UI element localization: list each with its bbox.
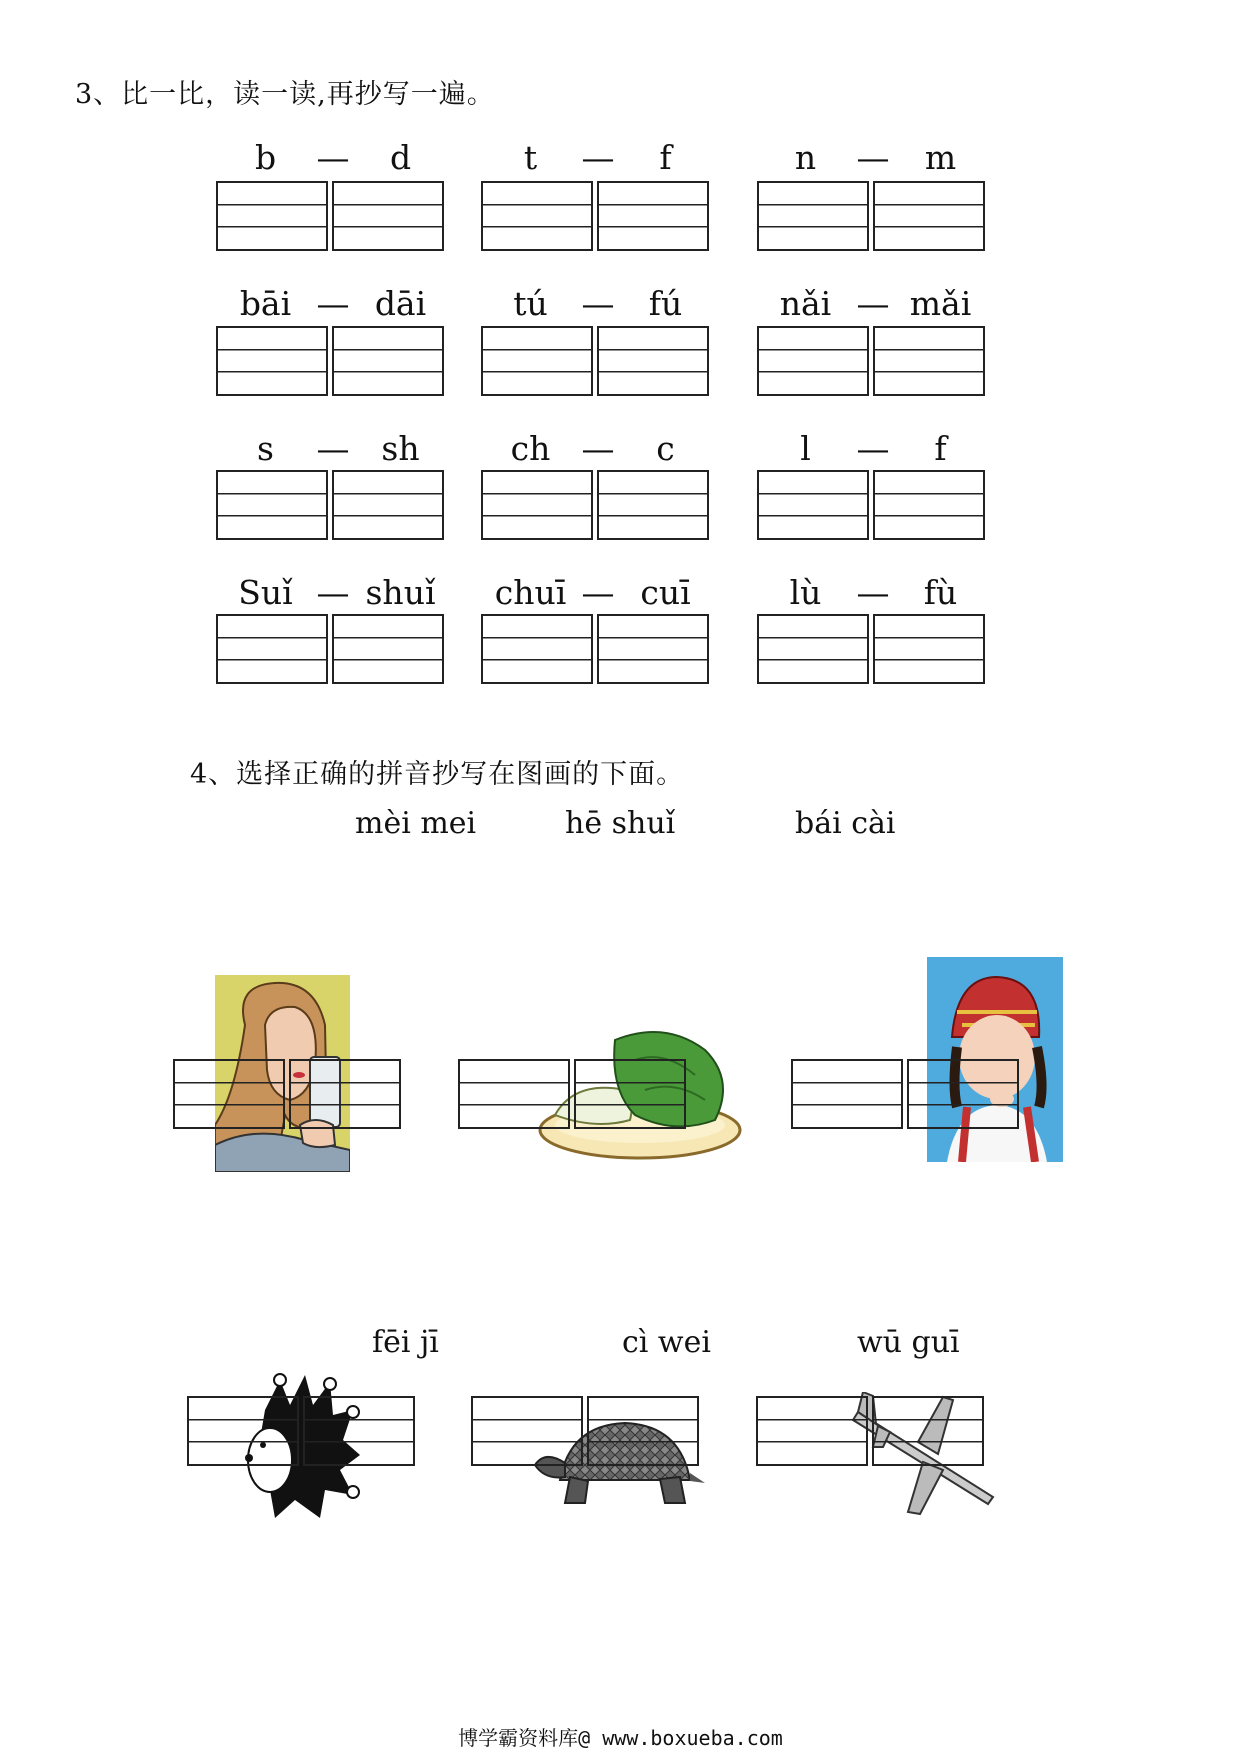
writing-grid[interactable] <box>757 181 985 251</box>
writing-cell[interactable] <box>757 614 869 684</box>
pair-right: f <box>934 429 947 468</box>
pair-dash: — <box>316 284 350 323</box>
writing-cell[interactable] <box>216 181 328 251</box>
pair-dash: — <box>581 284 615 323</box>
section-3-title: 3、比一比，读一读,再抄写一遍。 <box>75 79 495 110</box>
writing-cell[interactable] <box>216 470 328 540</box>
pair-right: mǎi <box>909 284 972 323</box>
writing-grid[interactable] <box>471 1396 699 1466</box>
pair-left: nǎi <box>779 284 832 323</box>
writing-cell[interactable] <box>587 1396 699 1466</box>
pair-dash: — <box>856 429 890 468</box>
pair-right: shuǐ <box>365 573 436 612</box>
writing-cell[interactable] <box>873 181 985 251</box>
pair-dash: — <box>316 573 350 612</box>
writing-cell[interactable] <box>332 181 444 251</box>
pair-dash: — <box>581 429 615 468</box>
pair-left: tú <box>513 284 548 323</box>
writing-cell[interactable] <box>332 326 444 396</box>
pair-left: Suǐ <box>238 573 293 612</box>
writing-cell[interactable] <box>187 1396 299 1466</box>
writing-cell[interactable] <box>303 1396 415 1466</box>
pair-chui-cui <box>483 573 713 617</box>
option-baicai: bái cài <box>795 806 896 841</box>
writing-grid[interactable] <box>216 614 444 684</box>
writing-cell[interactable] <box>481 614 593 684</box>
writing-grid[interactable] <box>481 326 709 396</box>
pair-t-f <box>483 138 713 182</box>
pair-s-sh <box>218 429 448 473</box>
writing-cell[interactable] <box>471 1396 583 1466</box>
writing-grid[interactable] <box>458 1059 686 1129</box>
pair-dash: — <box>856 284 890 323</box>
pair-left: l <box>800 429 811 468</box>
pair-right: fù <box>923 573 958 612</box>
pair-right: d <box>389 138 412 177</box>
writing-grid[interactable] <box>756 1396 984 1466</box>
pair-dash: — <box>581 573 615 612</box>
writing-grid[interactable] <box>173 1059 401 1129</box>
writing-cell[interactable] <box>216 614 328 684</box>
writing-grid[interactable] <box>216 181 444 251</box>
pair-left: lù <box>789 573 822 612</box>
option-heshui: hē shuǐ <box>565 806 676 841</box>
writing-grid[interactable] <box>757 614 985 684</box>
pair-dash: — <box>316 429 350 468</box>
writing-cell[interactable] <box>332 470 444 540</box>
writing-cell[interactable] <box>597 326 709 396</box>
pair-left: s <box>257 429 274 468</box>
writing-grid[interactable] <box>481 470 709 540</box>
pair-l-f <box>758 429 988 473</box>
pair-n-m <box>758 138 988 182</box>
writing-grid[interactable] <box>757 326 985 396</box>
writing-cell[interactable] <box>173 1059 285 1129</box>
writing-cell[interactable] <box>757 470 869 540</box>
writing-cell[interactable] <box>872 1396 984 1466</box>
pair-b-d <box>218 138 448 182</box>
writing-cell[interactable] <box>873 614 985 684</box>
writing-cell[interactable] <box>332 614 444 684</box>
writing-grid[interactable] <box>216 470 444 540</box>
writing-cell[interactable] <box>458 1059 570 1129</box>
pair-left: b <box>254 138 277 177</box>
writing-cell[interactable] <box>481 326 593 396</box>
pair-right: c <box>656 429 675 468</box>
pair-right: fú <box>648 284 683 323</box>
option-wugui: wū guī <box>857 1325 960 1360</box>
option-meimei: mèi mei <box>355 806 477 841</box>
pair-right: m <box>924 138 957 177</box>
pair-nai-mai <box>758 284 988 328</box>
writing-cell[interactable] <box>873 326 985 396</box>
writing-cell[interactable] <box>757 181 869 251</box>
pair-lu-fu <box>758 573 988 617</box>
option-ciwei: cì wei <box>622 1325 711 1360</box>
footer-watermark: 博学霸资料库@ www.boxueba.com <box>458 1726 783 1750</box>
writing-cell[interactable] <box>216 326 328 396</box>
writing-cell[interactable] <box>597 470 709 540</box>
pair-dash: — <box>856 138 890 177</box>
pair-left: n <box>794 138 817 177</box>
pair-ch-c <box>483 429 713 473</box>
writing-cell[interactable] <box>597 614 709 684</box>
pair-dash: — <box>581 138 615 177</box>
option-feiji: fēi jī <box>372 1325 439 1360</box>
writing-cell[interactable] <box>791 1059 903 1129</box>
writing-grid[interactable] <box>216 326 444 396</box>
pair-right: f <box>659 138 672 177</box>
pair-left: t <box>523 138 538 177</box>
writing-cell[interactable] <box>757 326 869 396</box>
pair-bai-dai <box>218 284 448 328</box>
writing-grid[interactable] <box>481 181 709 251</box>
pair-dash: — <box>316 138 350 177</box>
writing-cell[interactable] <box>907 1059 1019 1129</box>
section-4-title: 4、选择正确的拼音抄写在图画的下面。 <box>190 759 685 790</box>
pair-dash: — <box>856 573 890 612</box>
pair-tu-fu <box>483 284 713 328</box>
writing-grid[interactable] <box>791 1059 1019 1129</box>
writing-cell[interactable] <box>481 470 593 540</box>
pair-right: sh <box>381 429 420 468</box>
pair-sui-shui <box>218 573 448 617</box>
pair-left: bāi <box>239 284 292 323</box>
writing-grid[interactable] <box>481 614 709 684</box>
pair-right: dāi <box>374 284 427 323</box>
writing-cell[interactable] <box>574 1059 686 1129</box>
writing-cell[interactable] <box>873 470 985 540</box>
writing-cell[interactable] <box>756 1396 868 1466</box>
writing-cell[interactable] <box>597 181 709 251</box>
writing-cell[interactable] <box>481 181 593 251</box>
pair-right: cuī <box>640 573 691 612</box>
pair-left: ch <box>510 429 551 468</box>
pair-left: chuī <box>494 573 567 612</box>
writing-grid[interactable] <box>757 470 985 540</box>
writing-grid[interactable] <box>187 1396 415 1466</box>
writing-cell[interactable] <box>289 1059 401 1129</box>
